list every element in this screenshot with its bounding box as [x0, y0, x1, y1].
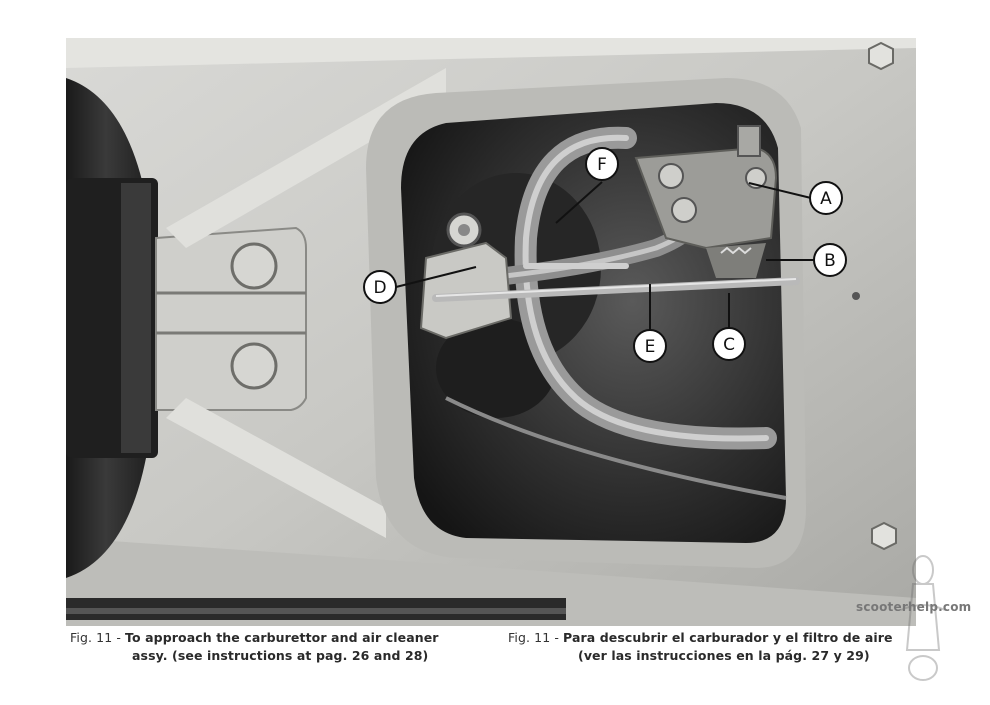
caption-english	[70, 629, 480, 665]
caption-english-line1: To approach the carburettor and air cleaner	[125, 630, 439, 645]
caption-spanish-line2: (ver las instrucciones en la pág. 27 y 29)	[578, 648, 870, 663]
callout-a	[810, 182, 842, 214]
callout-d-label: D	[373, 278, 387, 298]
callout-c-label: C	[723, 335, 735, 355]
callout-f-label: F	[597, 155, 607, 175]
callout-e	[634, 330, 666, 362]
callout-c	[713, 328, 745, 360]
caption-spanish-line1: Para descubrir el carburador y el filtro de aire	[563, 630, 893, 645]
caption-spanish-fig-label: Fig. 11 -	[508, 630, 559, 645]
callout-a-label: A	[820, 189, 832, 209]
caption-english-fig-label: Fig. 11 -	[70, 630, 121, 645]
caption-spanish	[508, 629, 908, 665]
callout-b-label: B	[824, 251, 836, 271]
callout-b	[814, 244, 846, 276]
watermark-text: scooterhelp.com	[856, 600, 972, 614]
carburettor-photo	[66, 38, 916, 626]
callout-d	[364, 271, 396, 303]
scooterhelp-logo-icon	[893, 540, 953, 690]
callout-f	[586, 148, 618, 180]
callout-e-label: E	[644, 337, 656, 357]
caption-english-line2: assy. (see instructions at pag. 26 and 28)	[132, 648, 429, 663]
